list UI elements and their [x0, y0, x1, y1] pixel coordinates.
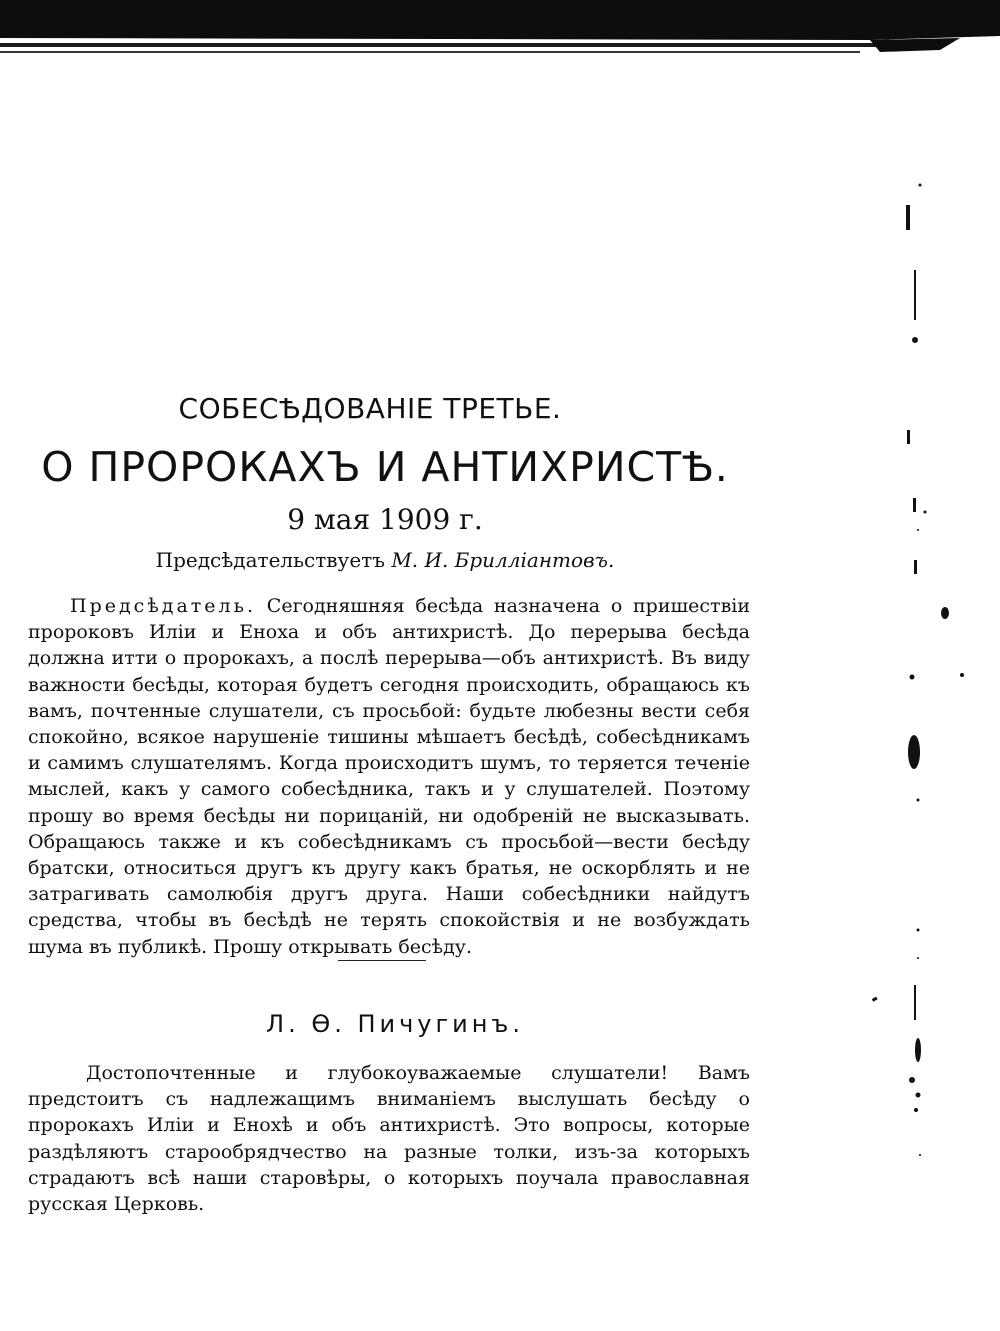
pichugin-speech: Достопочтенные и глубокоуважаемые слушатели! Вамъ предстоитъ съ надлежащимъ вниманiемъ выслушать бесѣду о пророкахъ Илiи и Енохѣ и объ антихристѣ. Это вопросы, которые раздѣляютъ старообрядчество на разные толки, изъ-за которыхъ страдаютъ всѣ наши старовѣры, о которыхъ поучала православная русская Церковь.	[28, 1062, 750, 1216]
chairman-name: М. И. Бриллiантовъ.	[391, 548, 615, 572]
session-date: 9 мая 1909 г.	[287, 503, 483, 536]
speaker-label-chairman: Предсѣдатель.	[70, 595, 257, 617]
section-divider	[338, 960, 426, 961]
chairman-line	[0, 548, 770, 572]
chairman-speech-text: Сегодняшняя бесѣда назначена о пришествiи пророковъ Илiи и Еноха и объ антихристѣ. До перерыва бесѣда должна итти о пророкахъ, а послѣ перерыва—объ антихристѣ. Въ виду важности бесѣды, которая будетъ сегодня происходить, обращаюсь къ вамъ, почтенные слушатели, съ просьбой: будьте любезны вести себя спокойно, всякое нарушенiе тишины мѣшаетъ бесѣдѣ, собесѣдникамъ и самимъ слушателямъ. Когда происходитъ шумъ, то теряется теченiе мыслей, какъ у самого собесѣдника, такъ и у слушателей. Поэтому прошу во время бесѣды ни порицанiй, ни одобренiй не высказывать. Обращаюсь также и къ собесѣдникамъ съ просьбой—вести бесѣду братски, относиться другъ къ другу какъ братья, не оскорблять и не затрагивать самолюбiя другъ друга. Наши собесѣдники найдутъ средства, чтобы въ бесѣдѣ не терять спокойствiя и не возбуждать шума въ публикѣ. Прошу открывать бесѣду.	[28, 595, 751, 958]
section-subtitle: СОБЕСѢДОВАНІЕ ТРЕТЬЕ.	[178, 392, 562, 425]
chairman-prefix: Предсѣдательствуетъ	[155, 548, 385, 572]
chairman-speech	[28, 593, 750, 960]
scan-top-border	[0, 0, 1000, 70]
section-title: О ПРОРОКАХЪ И АНТИХРИСТѢ.	[41, 443, 729, 491]
speaker-name-pichugin: Л. Ѳ. Пичугинъ.	[266, 1010, 524, 1038]
